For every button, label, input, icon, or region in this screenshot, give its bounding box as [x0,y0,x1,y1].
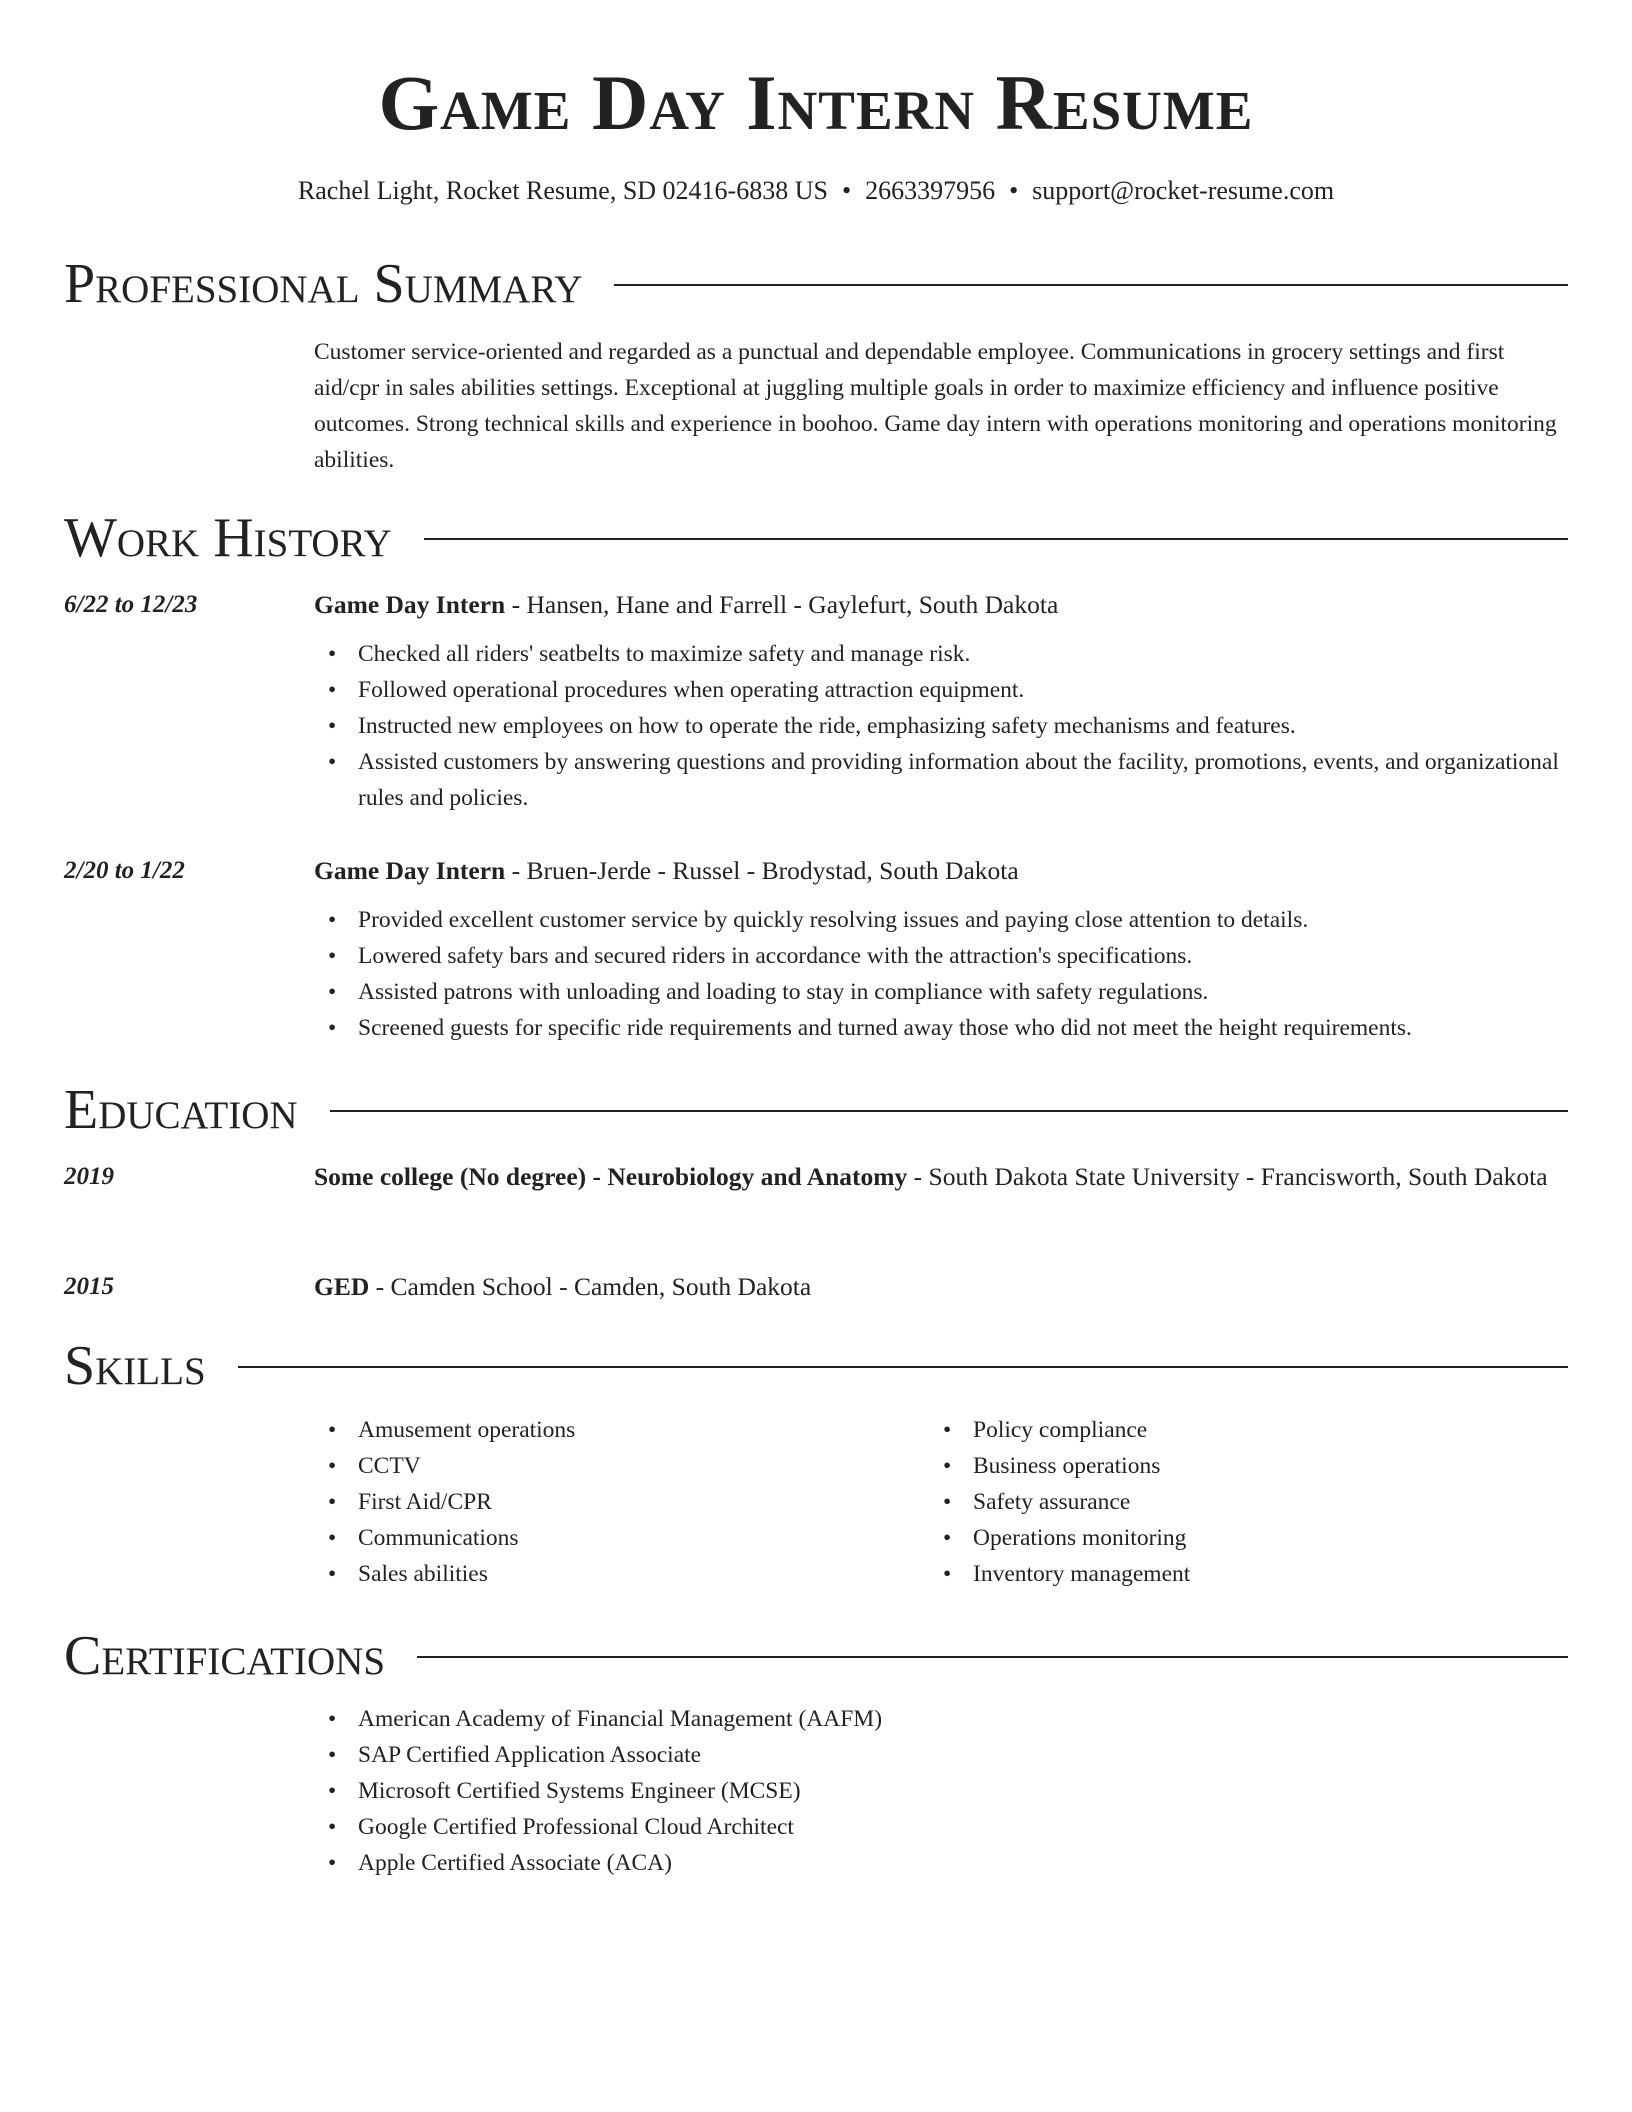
work-history-section [64,506,1568,570]
contact-email: support@rocket-resume.com [1032,176,1335,205]
job-bullet: • Screened guests for specific ride requirements and turned away those who did not meet the height requirements. [314,1010,1568,1046]
section-divider [330,1110,1568,1112]
job-bullet: • Checked all riders' seatbelts to maximize safety and manage risk. [314,636,1568,672]
section-title: Certifications [64,1625,386,1687]
education-body [314,1158,1568,1196]
job-details: - Bruen-Jerde - Russel - Brodystad, South Dakota [505,856,1019,885]
education-year: 2015 [64,1273,114,1300]
skill-item: • Amusement operations [314,1412,929,1448]
job-dates: 2/20 to 1/22 [64,857,185,884]
job-bullets [314,636,1568,816]
job-body [314,852,1568,1046]
job-title: Game Day Intern [314,590,506,619]
contact-separator: • [1009,176,1019,205]
job-dates: 6/22 to 12/23 [64,591,198,618]
contact-address: Rachel Light, Rocket Resume, SD 02416-6838 US [297,176,828,205]
certifications-section [64,1624,1568,1688]
skills-list-left [314,1412,929,1592]
skill-item: • Policy compliance [929,1412,1544,1448]
job-details: - Hansen, Hane and Farrell - Gaylefurt, South Dakota [505,590,1059,619]
education-heading [314,1158,1568,1196]
contact-separator: • [841,176,852,205]
education-details: - South Dakota State University - Francisworth, South Dakota [907,1162,1548,1191]
education-section [64,1078,1568,1142]
job-body [314,586,1568,816]
contact-line [64,174,1568,208]
skill-item: • Operations monitoring [929,1520,1544,1556]
summary-header [64,252,1568,316]
education-details: - Camden School - Camden, South Dakota [369,1272,812,1301]
certifications-column [314,1701,1568,1881]
skill-item: • Sales abilities [314,1556,929,1592]
section-divider [614,284,1568,286]
job-title: Game Day Intern [314,856,506,885]
work-history-header [64,506,1568,570]
section-title: Education [64,1079,298,1141]
section-divider [417,1656,1568,1658]
education-heading [314,1268,1568,1306]
summary-section [64,252,1568,316]
skill-item: • CCTV [314,1448,929,1484]
skills-section [64,1334,1568,1398]
summary-text: Customer service-oriented and regarded as a punctual and dependable employee. Communications in grocery settings and first aid/cpr in sales abilities settings. Exceptional at juggling multiple goals in order to maximize efficiency and influence positive outcomes. Strong technical skills and experience in boohoo. Game day intern with operations monitoring and operations monitoring abilities. [314,339,1557,473]
job-bullet: • Lowered safety bars and secured riders in accordance with the attraction's specifications. [314,938,1568,974]
job-heading [314,586,1568,624]
job-heading [314,852,1568,890]
skill-item: • Inventory management [929,1556,1544,1592]
resume-title: Game Day Intern Resume [378,59,1254,146]
section-title: Work History [64,507,392,569]
section-title: Skills [64,1335,206,1397]
job-bullets [314,902,1568,1046]
education-degree: GED [314,1272,370,1301]
skill-item: • Safety assurance [929,1484,1544,1520]
certifications-header [64,1624,1568,1688]
certification-item: • American Academy of Financial Management (AAFM) [314,1701,1568,1737]
certifications-list [314,1701,1568,1881]
job-bullet: • Provided excellent customer service by quickly resolving issues and paying close attention to details. [314,902,1568,938]
skill-item: • Business operations [929,1448,1544,1484]
section-title: Professional Summary [64,253,583,315]
job-bullet: • Assisted patrons with unloading and loading to stay in compliance with safety regulations. [314,974,1568,1010]
contact-phone: 2663397956 [865,176,996,205]
skills-header [64,1334,1568,1398]
education-year: 2019 [64,1163,114,1190]
skills-list-right [929,1412,1544,1592]
certification-item: • Google Certified Professional Cloud Architect [314,1809,1568,1845]
section-divider [424,538,1568,540]
job-bullet: • Assisted customers by answering questions and providing information about the facility, promotions, events, and organizational rules and policies. [314,744,1568,816]
education-header [64,1078,1568,1142]
certification-item: • SAP Certified Application Associate [314,1737,1568,1773]
job-bullet: • Instructed new employees on how to operate the ride, emphasizing safety mechanisms and features. [314,708,1568,744]
education-degree: Some college (No degree) - Neurobiology and Anatomy [314,1162,908,1191]
skill-item: • Communications [314,1520,929,1556]
skills-columns [314,1412,1568,1592]
skill-item: • First Aid/CPR [314,1484,929,1520]
job-bullet: • Followed operational procedures when operating attraction equipment. [314,672,1568,708]
section-divider [238,1366,1568,1368]
certification-item: • Microsoft Certified Systems Engineer (MCSE) [314,1773,1568,1809]
education-body [314,1268,1568,1306]
certification-item: • Apple Certified Associate (ACA) [314,1845,1568,1881]
